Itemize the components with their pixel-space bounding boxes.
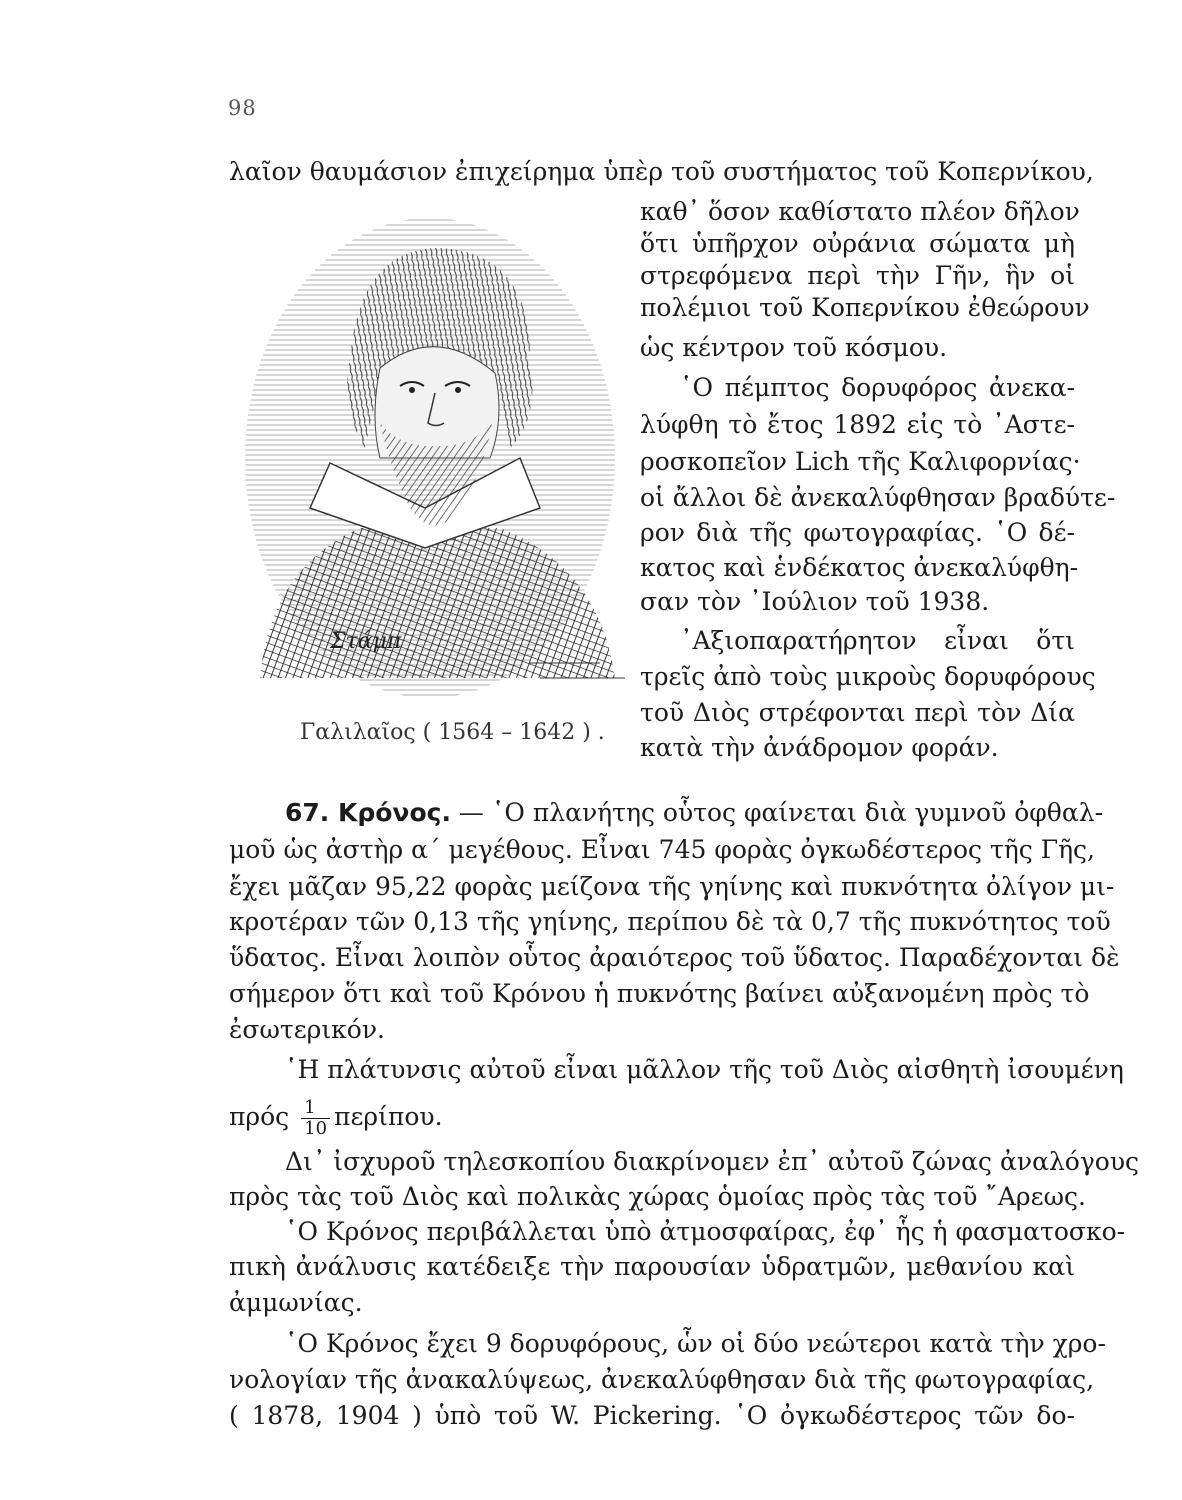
- text-line: ἐσωτερικόν.: [229, 1015, 385, 1044]
- text-line: ἔχει μᾶζαν 95,22 φορὰς μείζονα τῆς γηίνης καὶ πυκνότητα ὀλίγον μι-: [229, 872, 1115, 901]
- fraction-numerator: 1: [301, 1098, 330, 1119]
- text-line: λαῖον θαυμάσιον ἐπιχείρημα ὑπὲρ τοῦ συστήματος τοῦ Κοπερνίκου,: [229, 157, 1094, 186]
- text-line: ρον διὰ τῆς φωτογραφίας. ῾Ο δέ-: [640, 518, 1075, 547]
- text-line: ὕδατος. Εἶναι λοιπὸν οὗτος ἀραιότερος τοῦ ὕδατος. Παραδέχονται δὲ: [229, 943, 1120, 972]
- text-line: ῾Ο πέμπτος δορυφόρος ἀνεκα-: [680, 373, 1075, 402]
- text-line: ὅτι ὑπῆρχον οὐράνια σώματα μὴ: [640, 229, 1075, 258]
- text-line: σήμερον ὅτι καὶ τοῦ Κρόνου ἡ πυκνότης βαίνει αὐξανομένη πρὸς τὸ: [229, 979, 1090, 1008]
- page-number: 98: [228, 96, 257, 120]
- section-intro-text: — ῾Ο πλανήτης οὗτος φαίνεται διὰ γυμνοῦ ὀφθαλ-: [450, 798, 1104, 827]
- text-line: τοῦ Διὸς στρέφονται περὶ τὸν Δία: [640, 698, 1075, 727]
- portrait-caption: Γαλιλαῖος ( 1564 – 1642 ) .: [300, 720, 605, 745]
- text-line: τρεῖς ἀπὸ τοὺς μικροὺς δορυφόρους: [640, 662, 1096, 691]
- text-line: ῾Ο Κρόνος ἔχει 9 δορυφόρους, ὧν οἱ δύο νεώτεροι κατὰ τὴν χρο-: [285, 1329, 1106, 1358]
- text-line: οἱ ἄλλοι δὲ ἀνεκαλύφθησαν βραδύτε-: [640, 483, 1116, 512]
- text-line: ροσκοπεῖον Lich τῆς Καλιφορνίας·: [640, 447, 1081, 476]
- text-line: καθ᾿ ὅσον καθίστατο πλέον δῆλον: [640, 197, 1080, 226]
- text-line: λύφθη τὸ ἔτος 1892 εἰς τὸ ᾿Αστε-: [640, 410, 1075, 439]
- section-heading: 67. Κρόνος.: [285, 798, 451, 827]
- artist-signature: Στάμπ: [330, 629, 402, 654]
- text-line: πικὴ ἀνάλυσις κατέδειξε τὴν παρουσίαν ὑδρατμῶν, μεθανίου καὶ: [229, 1252, 1075, 1281]
- text-line: ( 1878, 1904 ) ὑπὸ τοῦ W. Pickering. ῾Ο ὀγκωδέστερος τῶν δο-: [229, 1401, 1075, 1430]
- text-line: κατος καὶ ἑνδέκατος ἀνεκαλύφθη-: [640, 553, 1079, 582]
- text-line: σαν τὸν ᾿Ιούλιον τοῦ 1938.: [640, 587, 990, 616]
- text-line: πολέμιοι τοῦ Κοπερνίκου ἐθεώρουν: [640, 293, 1090, 322]
- text-line: ᾿Αξιοπαρατήρητον εἶναι ὅτι: [680, 626, 1075, 655]
- text-line: στρεφόμενα περὶ τὴν Γῆν, ἣν οἱ: [640, 261, 1075, 290]
- section-first-line: [285, 798, 1104, 828]
- text-line: Δι᾿ ἰσχυροῦ τηλεσκοπίου διακρίνομεν ἐπ᾿ αὐτοῦ ζώνας ἀναλόγους: [285, 1147, 1140, 1176]
- text-line: νολογίαν τῆς ἀνακαλύψεως, ἀνεκαλύφθησαν διὰ τῆς φωτογραφίας,: [229, 1365, 1095, 1394]
- fraction-denominator: 10: [304, 1118, 328, 1139]
- fraction-prefix: πρός: [229, 1102, 290, 1131]
- text-line: μοῦ ὡς ἀστὴρ α΄ μεγέθους. Εἶναι 745 φορὰς ὀγκωδέστερος τῆς Γῆς,: [229, 835, 1096, 864]
- text-line: ἀμμωνίας.: [229, 1288, 363, 1317]
- galileo-portrait-image: [240, 208, 625, 700]
- text-line: ὡς κέντρον τοῦ κόσμου.: [640, 333, 948, 362]
- fraction: [301, 1098, 330, 1139]
- text-line: κατὰ τὴν ἀνάδρομον φοράν.: [640, 733, 999, 762]
- text-line: ῾Η πλάτυνσις αὐτοῦ εἶναι μᾶλλον τῆς τοῦ Διὸς αἰσθητὴ ἰσουμένη: [285, 1055, 1124, 1084]
- fraction-line: [229, 1098, 1075, 1139]
- text-line: ῾Ο Κρόνος περιβάλλεται ὑπὸ ἀτμοσφαίρας, ἐφ᾿ ἧς ἡ φασματοσκο-: [285, 1217, 1126, 1246]
- text-line: πρὸς τὰς τοῦ Διὸς καὶ πολικὰς χώρας ὁμοίας πρὸς τὰς τοῦ ῎Αρεως.: [229, 1182, 1086, 1211]
- fraction-suffix: περίπου.: [334, 1102, 443, 1131]
- text-line: κροτέραν τῶν 0,13 τῆς γηίνης, περίπου δὲ τὰ 0,7 τῆς πυκνότητος τοῦ: [229, 907, 1111, 936]
